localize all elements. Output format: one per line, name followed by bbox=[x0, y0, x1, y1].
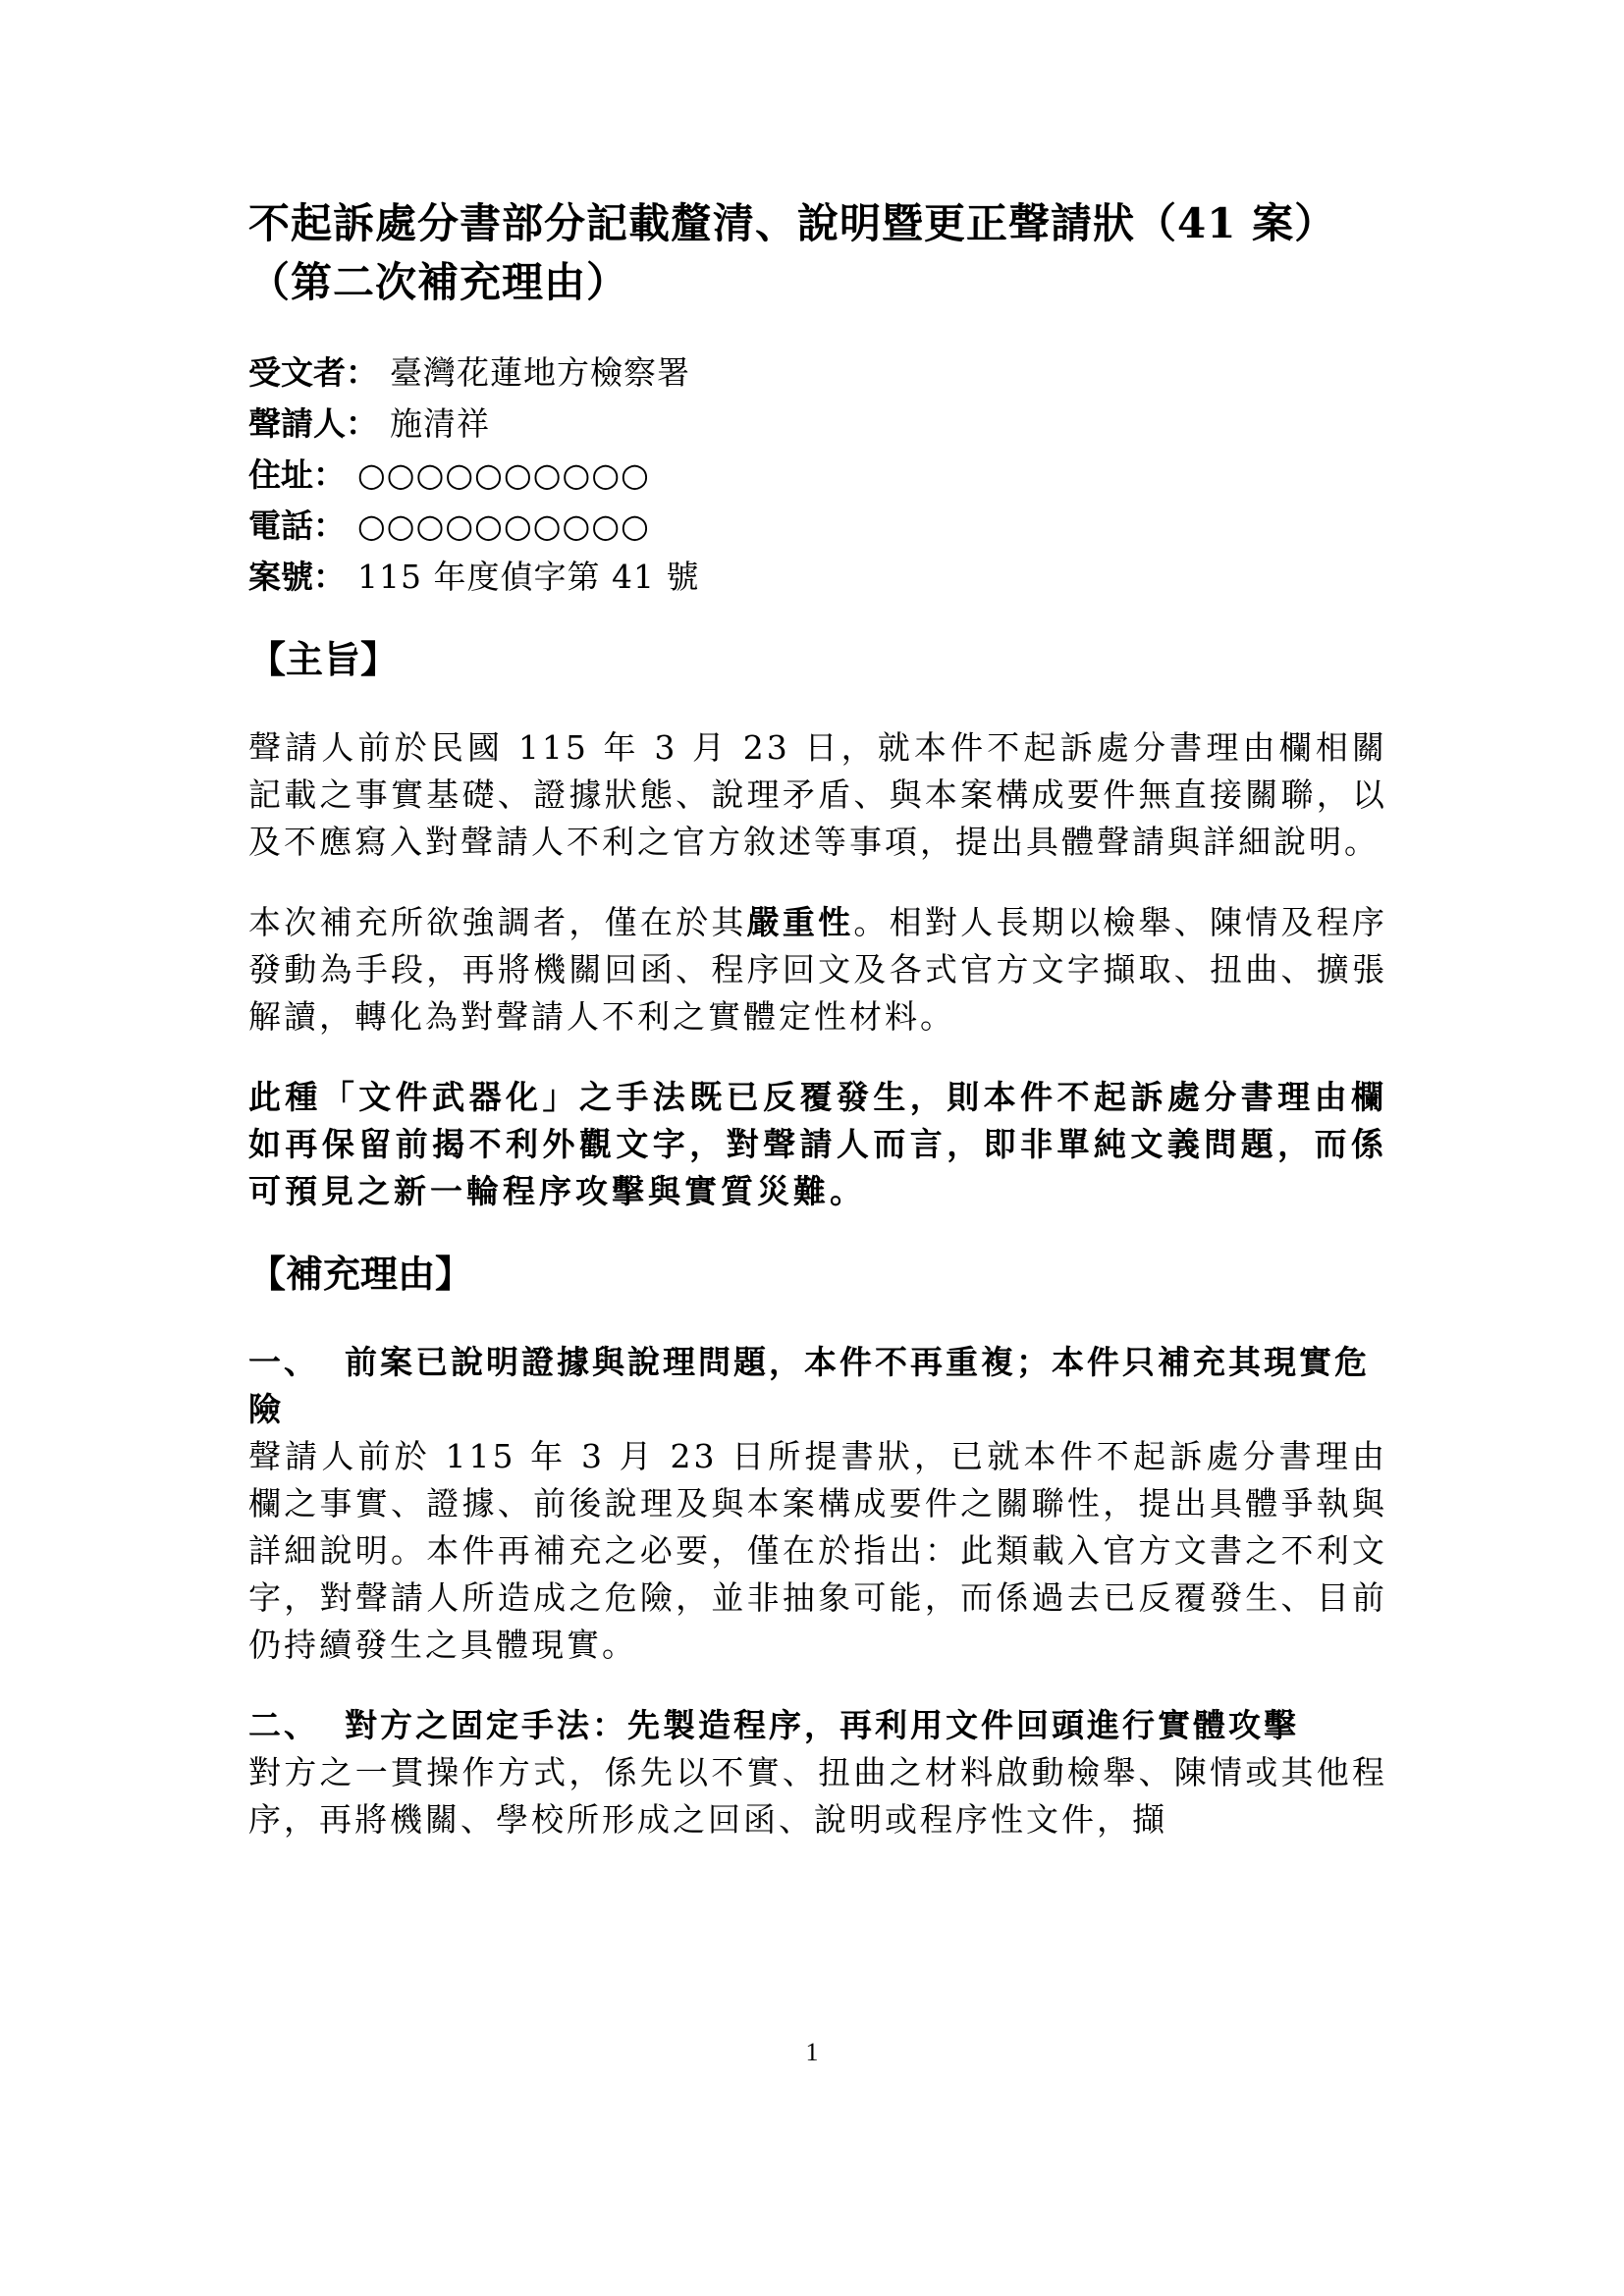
reason-2-title: 對方之固定手法：先製造程序，再利用文件回頭進行實體攻擊 bbox=[345, 1706, 1299, 1744]
title-line-2: （第二次補充理由） bbox=[248, 258, 629, 306]
recipient-label: 受文者： bbox=[248, 353, 378, 392]
recipient-row bbox=[248, 347, 1387, 399]
main-paragraph-1: 聲請人前於民國 115 年 3 月 23 日，就本件不起訴處分書理由欄相關記載之事實基礎、證據狀態、說理矛盾、與本案構成要件無直接關聯，以及不應寫入對聲請人不利之官方敘述等事項，提出具體聲請與詳細說明。 bbox=[248, 728, 1387, 861]
reason-2-heading bbox=[248, 1702, 1387, 1749]
case-number-row bbox=[248, 552, 1387, 603]
main-paragraph-3: 此種「文件武器化」之手法既已反覆發生，則本件不起訴處分書理由欄如再保留前揭不利外觀文字，對聲請人而言，即非單純文義問題，而係可預見之新一輪程序攻擊與實質災難。 bbox=[248, 1078, 1387, 1210]
page-number: 1 bbox=[805, 2038, 819, 2066]
reason-1-number: 一、 bbox=[248, 1343, 319, 1381]
address-row bbox=[248, 450, 1387, 501]
main-p2-text-after: 。相對人長期以檢舉、陳情及程序發動為手段，再將機關回函、程序回文及各式官方文字擷取、扭曲、擴張解讀，轉化為對聲請人不利之實體定性材料。 bbox=[248, 903, 1388, 1036]
main-p2-emphasis: 嚴重性 bbox=[746, 903, 854, 941]
case-number-label: 案號： bbox=[248, 558, 346, 596]
main-paragraph-2 bbox=[248, 899, 1387, 1041]
recipient-value: 臺灣花蓮地方檢察署 bbox=[390, 353, 690, 392]
phone-row bbox=[248, 501, 1387, 552]
main-heading: 【主旨】 bbox=[248, 637, 399, 681]
address-value: ○○○○○○○○○○ bbox=[357, 455, 650, 494]
document-title bbox=[248, 194, 1387, 312]
supplementary-heading: 【補充理由】 bbox=[248, 1252, 473, 1296]
reason-2-body: 對方之一貫操作方式，係先以不實、扭曲之材料啟動檢舉、陳情或其他程序，再將機關、學校所形成之回函、說明或程序性文件，擷 bbox=[248, 1753, 1387, 1839]
phone-value: ○○○○○○○○○○ bbox=[357, 507, 650, 545]
header-info bbox=[248, 347, 1387, 603]
main-p2-text-before: 本次補充所欲強調者，僅在於其 bbox=[248, 903, 747, 941]
petitioner-value: 施清祥 bbox=[390, 404, 490, 443]
reason-1-heading bbox=[248, 1339, 1387, 1433]
title-line-1: 不起訴處分書部分記載釐清、說明暨更正聲請狀（41 案） bbox=[248, 199, 1337, 247]
reason-1-body: 聲請人前於 115 年 3 月 23 日所提書狀，已就本件不起訴處分書理由欄之事實、證據、前後說理及與本案構成要件之關聯性，提出具體爭執與詳細說明。本件再補充之必要，僅在於指出：此類載入官方文書之不利文字，對聲請人所造成之危險，並非抽象可能，而係過去已反覆發生、目前仍持續發生之具體現實。 bbox=[248, 1437, 1387, 1664]
case-number-value: 115 年度偵字第 41 號 bbox=[357, 558, 700, 596]
phone-label: 電話： bbox=[248, 507, 346, 545]
reason-2-number: 二、 bbox=[248, 1706, 319, 1744]
document-body bbox=[248, 194, 1387, 1843]
petitioner-row bbox=[248, 399, 1387, 450]
address-label: 住址： bbox=[248, 455, 346, 494]
petitioner-label: 聲請人： bbox=[248, 404, 378, 443]
reason-1-title: 前案已說明證據與說理問題，本件不再重複；本件只補充其現實危險 bbox=[248, 1343, 1370, 1428]
